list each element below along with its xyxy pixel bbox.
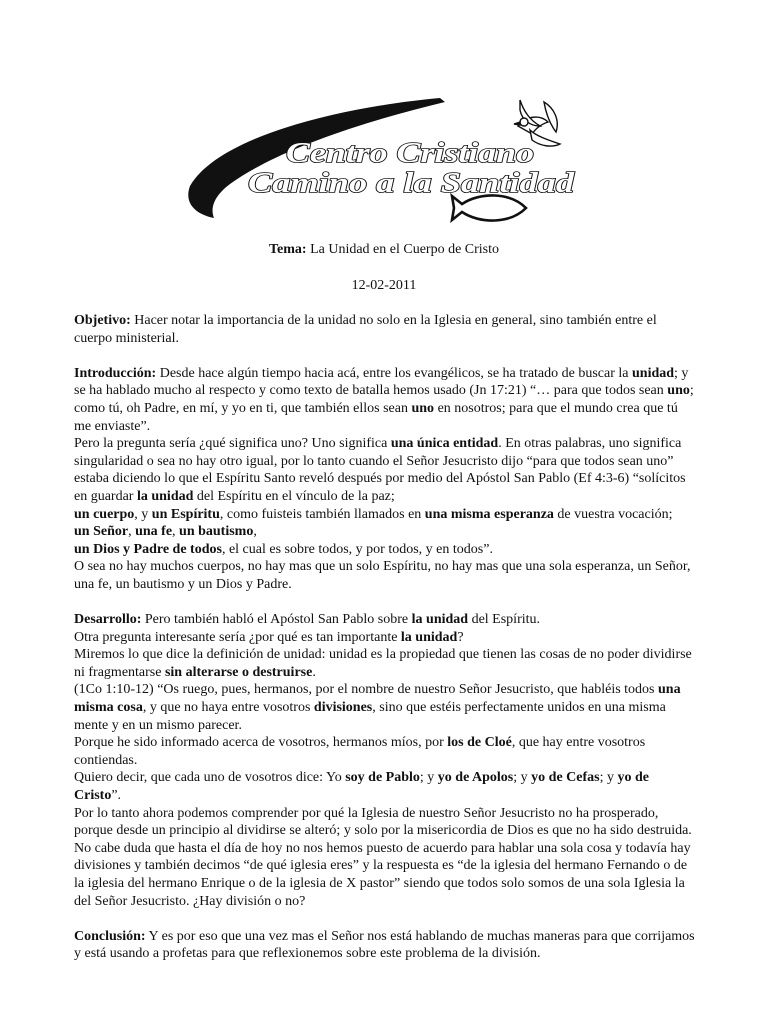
text-run: , sino que estéis perfectamente unidos en una misma mente y en un mismo parecer. — [74, 700, 666, 733]
text-run: ; y — [513, 770, 532, 786]
text-run: Por lo tanto ahora podemos comprender por qué la Iglesia de nuestro Señor Jesucristo no ha prosperado, porque desde un principio al dividirse se alteró; y solo por la misericordia de Dios es que no ha sido destruida. — [74, 805, 692, 839]
text-run: , — [128, 524, 136, 540]
text-run: ; y — [599, 770, 618, 786]
text-run: Pero la pregunta sería ¿qué significa uno? Uno significa — [74, 436, 391, 452]
conclusion-paragraph — [74, 928, 698, 963]
text-run: Hacer notar la importancia de la unidad no solo en la Iglesia en general, sino también entre el cuerpo ministerial. — [74, 313, 657, 346]
text-run: ; y se ha hablado mucho al respecto y como texto de batalla hemos usado (Jn 17:21) “… para que todos sean — [74, 365, 689, 399]
text-run: , que hay entre vosotros contiendas. — [74, 735, 646, 768]
bold-text-run: uno — [667, 383, 690, 399]
bold-text-run: un Dios y Padre de todos — [74, 541, 222, 557]
text-run: ; y — [419, 770, 438, 786]
text-run: No cabe duda que hasta el día de hoy no nos hemos puesto de acuerdo para hablar una sola cosa y todavía hay divisiones y también decimos “de qué iglesia eres” y la respuesta es “de la iglesia del hermano Fernando o de la iglesia del hermano Enrique o de la iglesia de X pastor” siendo que todos solo somos de una sola Iglesia la del Señor Jesucristo. ¿Hay división o no? — [74, 840, 691, 909]
logo-graphic — [180, 92, 590, 230]
text-run: ; como tú, oh Padre, en mí, y yo en ti, que también ellos sean — [74, 383, 694, 416]
text-run: (1Co 1:10-12) “Os ruego, pues, hermanos, por el nombre de nuestro Señor Jesucristo, que habléis todos — [74, 682, 658, 698]
text-run: ”. — [111, 788, 122, 804]
logo-title-line2: Camino a la Santidad — [248, 167, 575, 199]
logo — [180, 92, 590, 230]
text-run: , como fuisteis también llamados en — [219, 506, 425, 522]
bold-text-run: divisiones — [313, 700, 373, 716]
text-run: , y — [134, 506, 152, 522]
bold-text-run: yo de Apolos — [437, 770, 514, 786]
bold-text-run: una misma cosa — [74, 682, 681, 716]
bold-text-run: sin alterarse o destruirse — [164, 664, 313, 680]
bold-text-run: Introducción: — [74, 365, 157, 381]
objetivo-paragraph — [74, 312, 698, 347]
document-body — [74, 312, 698, 963]
text-run: ? — [457, 629, 464, 645]
text-run: , el cual es sobre todos, y por todos, y en todos”. — [221, 541, 493, 557]
topic-line — [0, 242, 768, 258]
bold-text-run: uno — [411, 400, 435, 416]
topic-value: La Unidad en el Cuerpo de Cristo — [310, 242, 500, 257]
paragraph — [74, 523, 698, 541]
text-run: O sea no hay muchos cuerpos, no hay mas que un solo Espíritu, no hay mas que una sola esperanza, un Señor, una fe, un bautismo y un Dios y Padre. — [74, 559, 691, 592]
text-run: , — [172, 524, 180, 540]
bold-text-run: Objetivo: — [74, 313, 131, 328]
bold-text-run: una fe — [135, 524, 173, 540]
text-run: Y es por eso que una vez mas el Señor nos está hablando de muchas maneras para que corrijamos y está usando a profetas para que reflexionemos sobre este problema de la división. — [74, 928, 695, 962]
text-run: del Espíritu en el vínculo de la paz; — [193, 488, 395, 504]
bold-text-run: unidad — [632, 365, 675, 381]
bold-text-run: la unidad — [411, 612, 469, 628]
paragraph — [74, 541, 698, 559]
paragraph — [74, 805, 698, 840]
text-run: de vuestra vocación; — [553, 506, 673, 522]
paragraph — [74, 558, 698, 593]
paragraph — [74, 646, 698, 681]
bold-text-run: Conclusión: — [74, 928, 146, 944]
paragraph — [74, 365, 698, 435]
text-run: Otra pregunta interesante sería ¿por qué es tan importante — [74, 629, 401, 645]
text-run: . — [312, 664, 316, 680]
text-run: en nosotros; para que el mundo crea que tú me enviaste”. — [74, 400, 678, 434]
paragraph — [74, 629, 698, 647]
bold-text-run: la unidad — [400, 629, 458, 645]
bold-text-run: Desarrollo: — [74, 612, 142, 628]
introduccion-section — [74, 365, 698, 594]
text-run: . En otras palabras, uno significa singularidad o sea no hay otro igual, por lo tanto cuando el Señor Jesucristo dijo “para que todos sean uno” estaba diciendo lo que el Espíritu Santo reveló después por medio del Apóstol San Pablo (Ef 4:3-6) “solícitos en guardar — [74, 436, 686, 504]
bold-text-run: yo de Cefas — [531, 770, 600, 786]
date-line: 12-02-2011 — [351, 278, 417, 293]
bold-text-run: los de Cloé — [447, 735, 512, 751]
paragraph — [74, 435, 698, 505]
paragraph — [74, 611, 698, 629]
text-run: Porque he sido informado acerca de vosotros, hermanos míos, por — [74, 735, 448, 751]
bold-text-run: un bautismo — [179, 524, 254, 540]
paragraph — [74, 840, 698, 910]
text-run: Miremos lo que dice la definición de unidad: unidad es la propiedad que tienen las cosas de no poder dividirse ni fragmentarse — [74, 647, 692, 680]
paragraph — [74, 734, 698, 769]
paragraph — [74, 769, 698, 804]
bold-text-run: soy de Pablo — [345, 770, 420, 786]
text-run: , — [253, 524, 257, 540]
bold-text-run: una única entidad — [390, 436, 499, 452]
paragraph — [74, 506, 698, 524]
bold-text-run: yo de Cristo — [74, 770, 649, 804]
text-run: , y que no haya entre vosotros — [142, 700, 314, 716]
topic-label: Tema: — [268, 242, 307, 257]
text-run: Pero también habló el Apóstol San Pablo sobre — [141, 612, 412, 628]
fish-icon — [452, 195, 526, 220]
text-run: Quiero decir, que cada uno de vosotros dice: Yo — [74, 770, 346, 786]
bold-text-run: la unidad — [136, 488, 194, 504]
text-run: del Espíritu. — [468, 612, 541, 628]
bold-text-run: una misma esperanza — [424, 506, 554, 522]
bold-text-run: un Señor — [74, 524, 129, 540]
bold-text-run: un cuerpo — [74, 506, 135, 522]
paragraph — [74, 681, 698, 734]
logo-title-line1: Centro Cristiano — [286, 137, 534, 169]
bold-text-run: un Espíritu — [151, 506, 220, 522]
desarrollo-section — [74, 611, 698, 910]
text-run: Desde hace algún tiempo hacia acá, entre los evangélicos, se ha tratado de buscar la — [156, 365, 632, 381]
